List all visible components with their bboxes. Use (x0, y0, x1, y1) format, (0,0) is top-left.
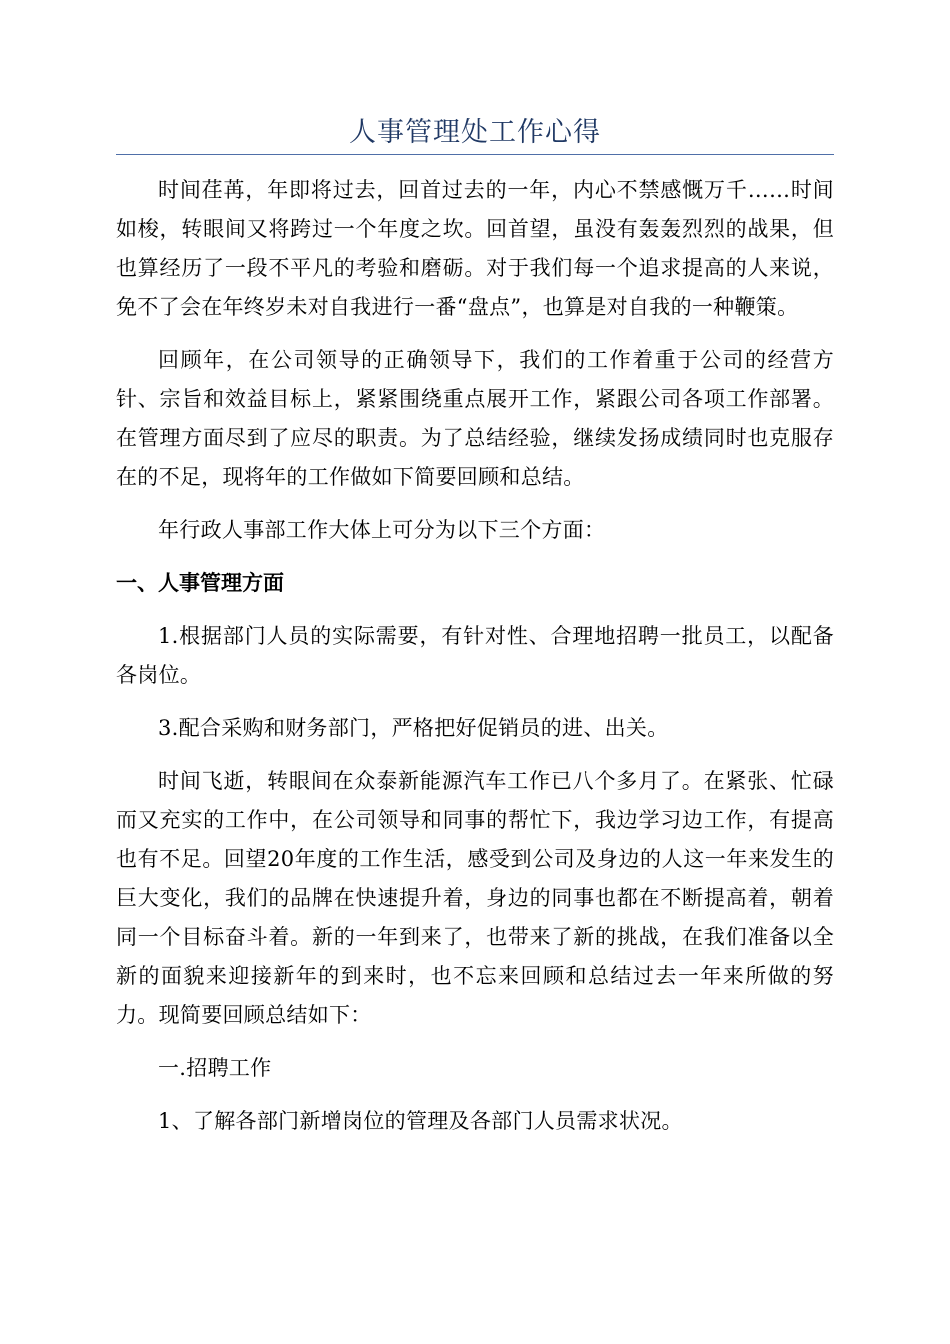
title-underline (116, 154, 834, 155)
subheading-recruitment: 一.招聘工作 (158, 1056, 272, 1080)
paragraph-overview: 年行政人事部工作大体上可分为以下三个方面： (158, 518, 606, 542)
paragraph-summary: 时间飞逝，转眼间在众泰新能源汽车工作已八个多月了。在紧张、忙碌而又充实的工作中，在公司领导和同事的帮忙下，我边学习边工作，有提高也有不足。回望20年度的工作生活，感受到公司及身边的人这一年来发生的巨大变化，我们的品牌在快速提升着，身边的同事也都在不断提高着，朝着同一个目标奋斗着。新的一年到来了，也带来了新的挑战，在我们准备以全新的面貌来迎接新年的到来时，也不忘来回顾和总结过去一年来所做的努力。现简要回顾总结如下： (116, 769, 834, 1027)
list-item-recruitment-1: 1、了解各部门新增岗位的管理及各部门人员需求状况。 (158, 1109, 683, 1133)
paragraph-review: 回顾年，在公司领导的正确领导下，我们的工作着重于公司的经营方针、宗旨和效益目标上，紧紧围绕重点展开工作，紧跟公司各项工作部署。在管理方面尽到了应尽的职责。为了总结经验，继续发扬成绩同时也克服存在的不足，现将年的工作做如下简要回顾和总结。 (116, 348, 834, 489)
section-heading-hr: 一、人事管理方面 (116, 571, 284, 595)
list-item-3: 3.配合采购和财务部门，严格把好促销员的进、出关。 (158, 716, 669, 740)
list-item-1: 1.根据部门人员的实际需要，有针对性、合理地招聘一批员工，以配备各岗位。 (116, 624, 834, 687)
document-body (116, 171, 834, 1155)
paragraph-intro: 时间荏苒，年即将过去，回首过去的一年，内心不禁感慨万千……时间如梭，转眼间又将跨过一个年度之坎。回首望，虽没有轰轰烈烈的战果，但也算经历了一段不平凡的考验和磨砺。对于我们每一个追求提高的人来说，免不了会在年终岁未对自我进行一番“盘点”，也算是对自我的一种鞭策。 (116, 178, 834, 319)
document-title: 人事管理处工作心得 (349, 117, 601, 148)
